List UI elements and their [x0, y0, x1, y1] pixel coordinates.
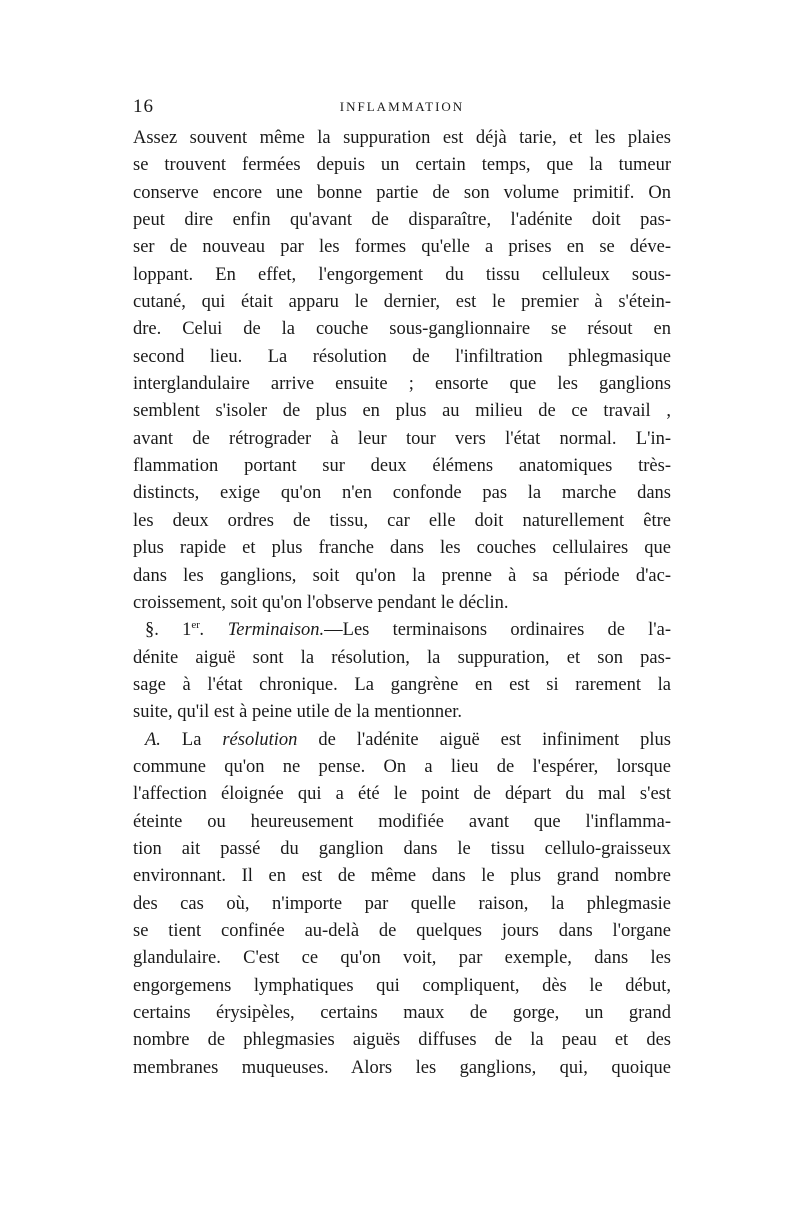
- text-span: commune qu'on ne pense. On a lieu de l'espérer, lorsque: [133, 756, 671, 777]
- text-line: [133, 234, 671, 261]
- text-span: sage à l'état chronique. La gangrène en est si rarement la: [133, 674, 671, 695]
- text-span: semblent s'isoler de plus en plus au milieu de ce travail ,: [133, 401, 671, 422]
- text-span: flammation portant sur deux élémens anatomiques très-: [133, 456, 671, 477]
- text-line: [133, 891, 671, 918]
- text-line: [133, 590, 671, 617]
- running-title: INFLAMMATION: [339, 99, 465, 114]
- text-span: croissement, soit qu'on l'observe pendant le déclin.: [133, 592, 509, 613]
- text-line: [133, 754, 671, 781]
- text-span: dénite aiguë sont la résolution, la suppuration, et son pas-: [133, 647, 671, 668]
- text-line: [133, 1027, 671, 1054]
- text-span: peut dire enfin qu'avant de disparaître, l'adénite doit pas-: [133, 210, 671, 231]
- text-line: [133, 809, 671, 836]
- text-span: avant de rétrograder à leur tour vers l'état normal. L'in-: [133, 428, 671, 449]
- text-line: [133, 973, 671, 1000]
- text-line: [133, 180, 671, 207]
- text-line: [133, 426, 671, 453]
- text-span: distincts, exige qu'on n'en confonde pas la marche dans: [133, 483, 671, 504]
- text-line: [133, 371, 671, 398]
- text-span: er: [191, 619, 200, 632]
- text-line: [133, 836, 671, 863]
- text-span: environnant. Il en est de même dans le plus grand nombre: [133, 866, 671, 887]
- text-span: nombre de phlegmasies aiguës diffuses de la peau et des: [133, 1030, 671, 1051]
- text-line: [133, 617, 671, 644]
- text-line: [133, 563, 671, 590]
- text-span: résolution: [222, 729, 298, 750]
- text-span: dans les ganglions, soit qu'on la prenne à sa période d'ac-: [133, 565, 671, 586]
- text-span: des cas où, n'importe par quelle raison, la phlegmasie: [133, 893, 671, 914]
- text-line: [133, 863, 671, 890]
- text-span: dre. Celui de la couche sous-ganglionnaire se résout en: [133, 319, 671, 340]
- body-text: [133, 125, 671, 1082]
- text-span: certains érysipèles, certains maux de gorge, un grand: [133, 1003, 671, 1023]
- text-line: [133, 344, 671, 371]
- text-span: se tient confinée au-delà de quelques jours dans l'organe: [133, 920, 671, 941]
- text-line: [133, 480, 671, 507]
- text-line: [133, 316, 671, 343]
- page-header: [133, 96, 671, 122]
- text-span: §. 1: [145, 620, 192, 641]
- text-span: se trouvent fermées depuis un certain temps, que la tumeur: [133, 155, 671, 176]
- text-span: Assez souvent même la suppuration est déjà tarie, et les plaies: [133, 128, 671, 148]
- text-line: [133, 152, 671, 179]
- text-line: [133, 918, 671, 945]
- text-line: [133, 699, 671, 726]
- text-line: [133, 672, 671, 699]
- text-span: interglandulaire arrive ensuite ; ensorte que les ganglions: [133, 374, 671, 395]
- text-line: [133, 645, 671, 672]
- text-span: plus rapide et plus franche dans les couches cellulaires que: [133, 538, 671, 559]
- text-span: suite, qu'il est à peine utile de la mentionner.: [133, 702, 463, 723]
- text-span: les deux ordres de tissu, car elle doit naturellement être: [133, 510, 671, 531]
- text-span: de l'adénite aiguë est infiniment plus: [297, 729, 671, 750]
- text-line: [133, 535, 671, 562]
- text-span: second lieu. La résolution de l'infiltration phlegmasique: [133, 346, 671, 367]
- text-line: [133, 945, 671, 972]
- text-line: [133, 1055, 671, 1082]
- text-line: [133, 125, 671, 152]
- text-span: tion ait passé du ganglion dans le tissu cellulo-graisseux: [133, 838, 671, 859]
- text-span: A.: [145, 729, 161, 750]
- text-span: La: [160, 729, 223, 750]
- text-span: —Les terminaisons ordinaires de l'a-: [324, 620, 671, 641]
- text-span: ser de nouveau par les formes qu'elle a prises en se déve-: [133, 237, 671, 258]
- text-line: [133, 1000, 671, 1027]
- text-span: éteinte ou heureusement modifiée avant que l'inflamma-: [133, 811, 671, 832]
- page-number: 16: [133, 96, 154, 117]
- text-line: [133, 398, 671, 425]
- text-span: l'affection éloignée qui a été le point de départ du mal s'est: [133, 784, 671, 805]
- text-line: [133, 727, 671, 754]
- text-line: [133, 453, 671, 480]
- text-line: [133, 289, 671, 316]
- text-span: engorgemens lymphatiques qui compliquent, dès le début,: [133, 975, 671, 996]
- text-span: loppant. En effet, l'engorgement du tissu celluleux sous-: [133, 264, 671, 285]
- text-line: [133, 262, 671, 289]
- text-span: cutané, qui était apparu le dernier, est le premier à s'étein-: [133, 292, 671, 313]
- text-span: glandulaire. C'est ce qu'on voit, par exemple, dans les: [133, 948, 671, 969]
- text-line: [133, 508, 671, 535]
- text-span: membranes muqueuses. Alors les ganglions, qui, quoique: [133, 1057, 671, 1078]
- text-line: [133, 207, 671, 234]
- text-line: [133, 781, 671, 808]
- text-span: . Terminaison.: [199, 620, 325, 641]
- text-span: conserve encore une bonne partie de son volume primitif. On: [133, 182, 671, 203]
